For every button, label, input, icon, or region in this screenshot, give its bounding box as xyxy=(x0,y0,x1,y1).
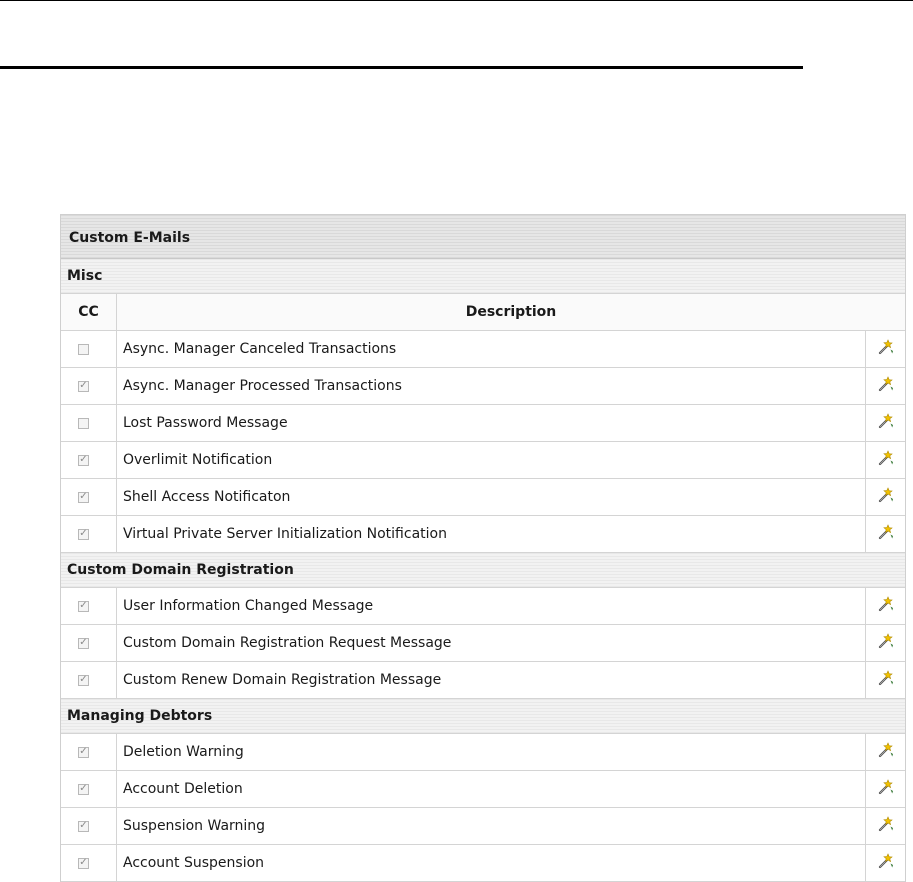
cc-cell xyxy=(61,479,117,515)
table-row xyxy=(61,662,905,699)
table-row xyxy=(61,442,905,479)
column-header-cc: CC xyxy=(61,294,117,330)
edit-button[interactable] xyxy=(865,625,905,661)
table-row xyxy=(61,845,905,882)
cc-checkbox[interactable]: ✓ xyxy=(79,746,88,757)
cc-checkbox[interactable]: ✓ xyxy=(79,783,88,794)
email-description: Overlimit Notification xyxy=(123,452,273,468)
cc-cell xyxy=(61,808,117,844)
email-description: Custom Renew Domain Registration Message xyxy=(123,672,442,688)
edit-wand-icon xyxy=(877,595,895,617)
cc-checkbox[interactable]: ✓ xyxy=(79,820,88,831)
cc-checkbox[interactable]: ✓ xyxy=(79,528,88,539)
edit-wand-icon xyxy=(877,486,895,508)
cc-checkbox[interactable]: ✓ xyxy=(79,600,88,611)
cc-checkbox[interactable] xyxy=(78,344,89,355)
email-description: Async. Manager Canceled Transactions xyxy=(123,341,397,357)
cc-cell xyxy=(61,442,117,478)
table-row xyxy=(61,405,905,442)
cc-cell xyxy=(61,516,117,552)
section-header-custom-domain-registration: Custom Domain Registration xyxy=(61,553,905,588)
cc-checkbox[interactable] xyxy=(78,418,89,429)
edit-button[interactable] xyxy=(865,808,905,844)
table-row xyxy=(61,516,905,553)
cc-checkbox[interactable]: ✓ xyxy=(79,380,88,391)
edit-button[interactable] xyxy=(865,845,905,881)
edit-button[interactable] xyxy=(865,516,905,552)
column-header-description: Description xyxy=(465,304,557,320)
email-description: Suspension Warning xyxy=(123,818,266,834)
edit-button[interactable] xyxy=(865,771,905,807)
table-row xyxy=(61,588,905,625)
edit-wand-icon xyxy=(877,449,895,471)
cc-cell xyxy=(61,331,117,367)
cc-cell xyxy=(61,734,117,770)
email-description: Account Suspension xyxy=(123,855,265,871)
heading-underline xyxy=(0,66,803,69)
edit-wand-icon xyxy=(877,778,895,800)
edit-button[interactable] xyxy=(865,479,905,515)
edit-button[interactable] xyxy=(865,588,905,624)
edit-wand-icon xyxy=(877,338,895,360)
edit-wand-icon xyxy=(877,412,895,434)
cc-checkbox[interactable]: ✓ xyxy=(79,637,88,648)
edit-button[interactable] xyxy=(865,331,905,367)
table-row xyxy=(61,331,905,368)
table-row xyxy=(61,368,905,405)
edit-wand-icon xyxy=(877,375,895,397)
email-description: Shell Access Notificaton xyxy=(123,489,291,505)
edit-wand-icon xyxy=(877,669,895,691)
table-row xyxy=(61,625,905,662)
section-header-managing-debtors: Managing Debtors xyxy=(61,699,905,734)
cc-checkbox[interactable]: ✓ xyxy=(79,454,88,465)
edit-wand-icon xyxy=(877,741,895,763)
cc-cell xyxy=(61,662,117,698)
table-row xyxy=(61,734,905,771)
edit-button[interactable] xyxy=(865,368,905,404)
edit-wand-icon xyxy=(877,815,895,837)
email-description: User Information Changed Message xyxy=(123,598,374,614)
edit-button[interactable] xyxy=(865,662,905,698)
section-header-misc: Misc xyxy=(61,259,905,294)
cc-cell xyxy=(61,845,117,881)
custom-emails-panel xyxy=(60,214,906,882)
edit-button[interactable] xyxy=(865,405,905,441)
cc-cell xyxy=(61,771,117,807)
cc-checkbox[interactable]: ✓ xyxy=(79,491,88,502)
table-row xyxy=(61,808,905,845)
edit-button[interactable] xyxy=(865,442,905,478)
column-header-row xyxy=(61,294,905,331)
email-description: Virtual Private Server Initialization Notification xyxy=(123,526,447,542)
cc-cell xyxy=(61,625,117,661)
email-description: Custom Domain Registration Request Message xyxy=(123,635,452,651)
panel-title: Custom E-Mails xyxy=(61,215,905,259)
email-description: Async. Manager Processed Transactions xyxy=(123,378,402,394)
cc-cell xyxy=(61,405,117,441)
cc-checkbox[interactable]: ✓ xyxy=(79,674,88,685)
table-row xyxy=(61,771,905,808)
top-divider xyxy=(0,0,913,1)
cc-checkbox[interactable]: ✓ xyxy=(79,857,88,868)
cc-cell xyxy=(61,368,117,404)
edit-button[interactable] xyxy=(865,734,905,770)
email-description: Deletion Warning xyxy=(123,744,244,760)
table-row xyxy=(61,479,905,516)
edit-wand-icon xyxy=(877,632,895,654)
edit-wand-icon xyxy=(877,523,895,545)
cc-cell xyxy=(61,588,117,624)
email-description: Lost Password Message xyxy=(123,415,288,431)
email-description: Account Deletion xyxy=(123,781,243,797)
edit-wand-icon xyxy=(877,852,895,874)
